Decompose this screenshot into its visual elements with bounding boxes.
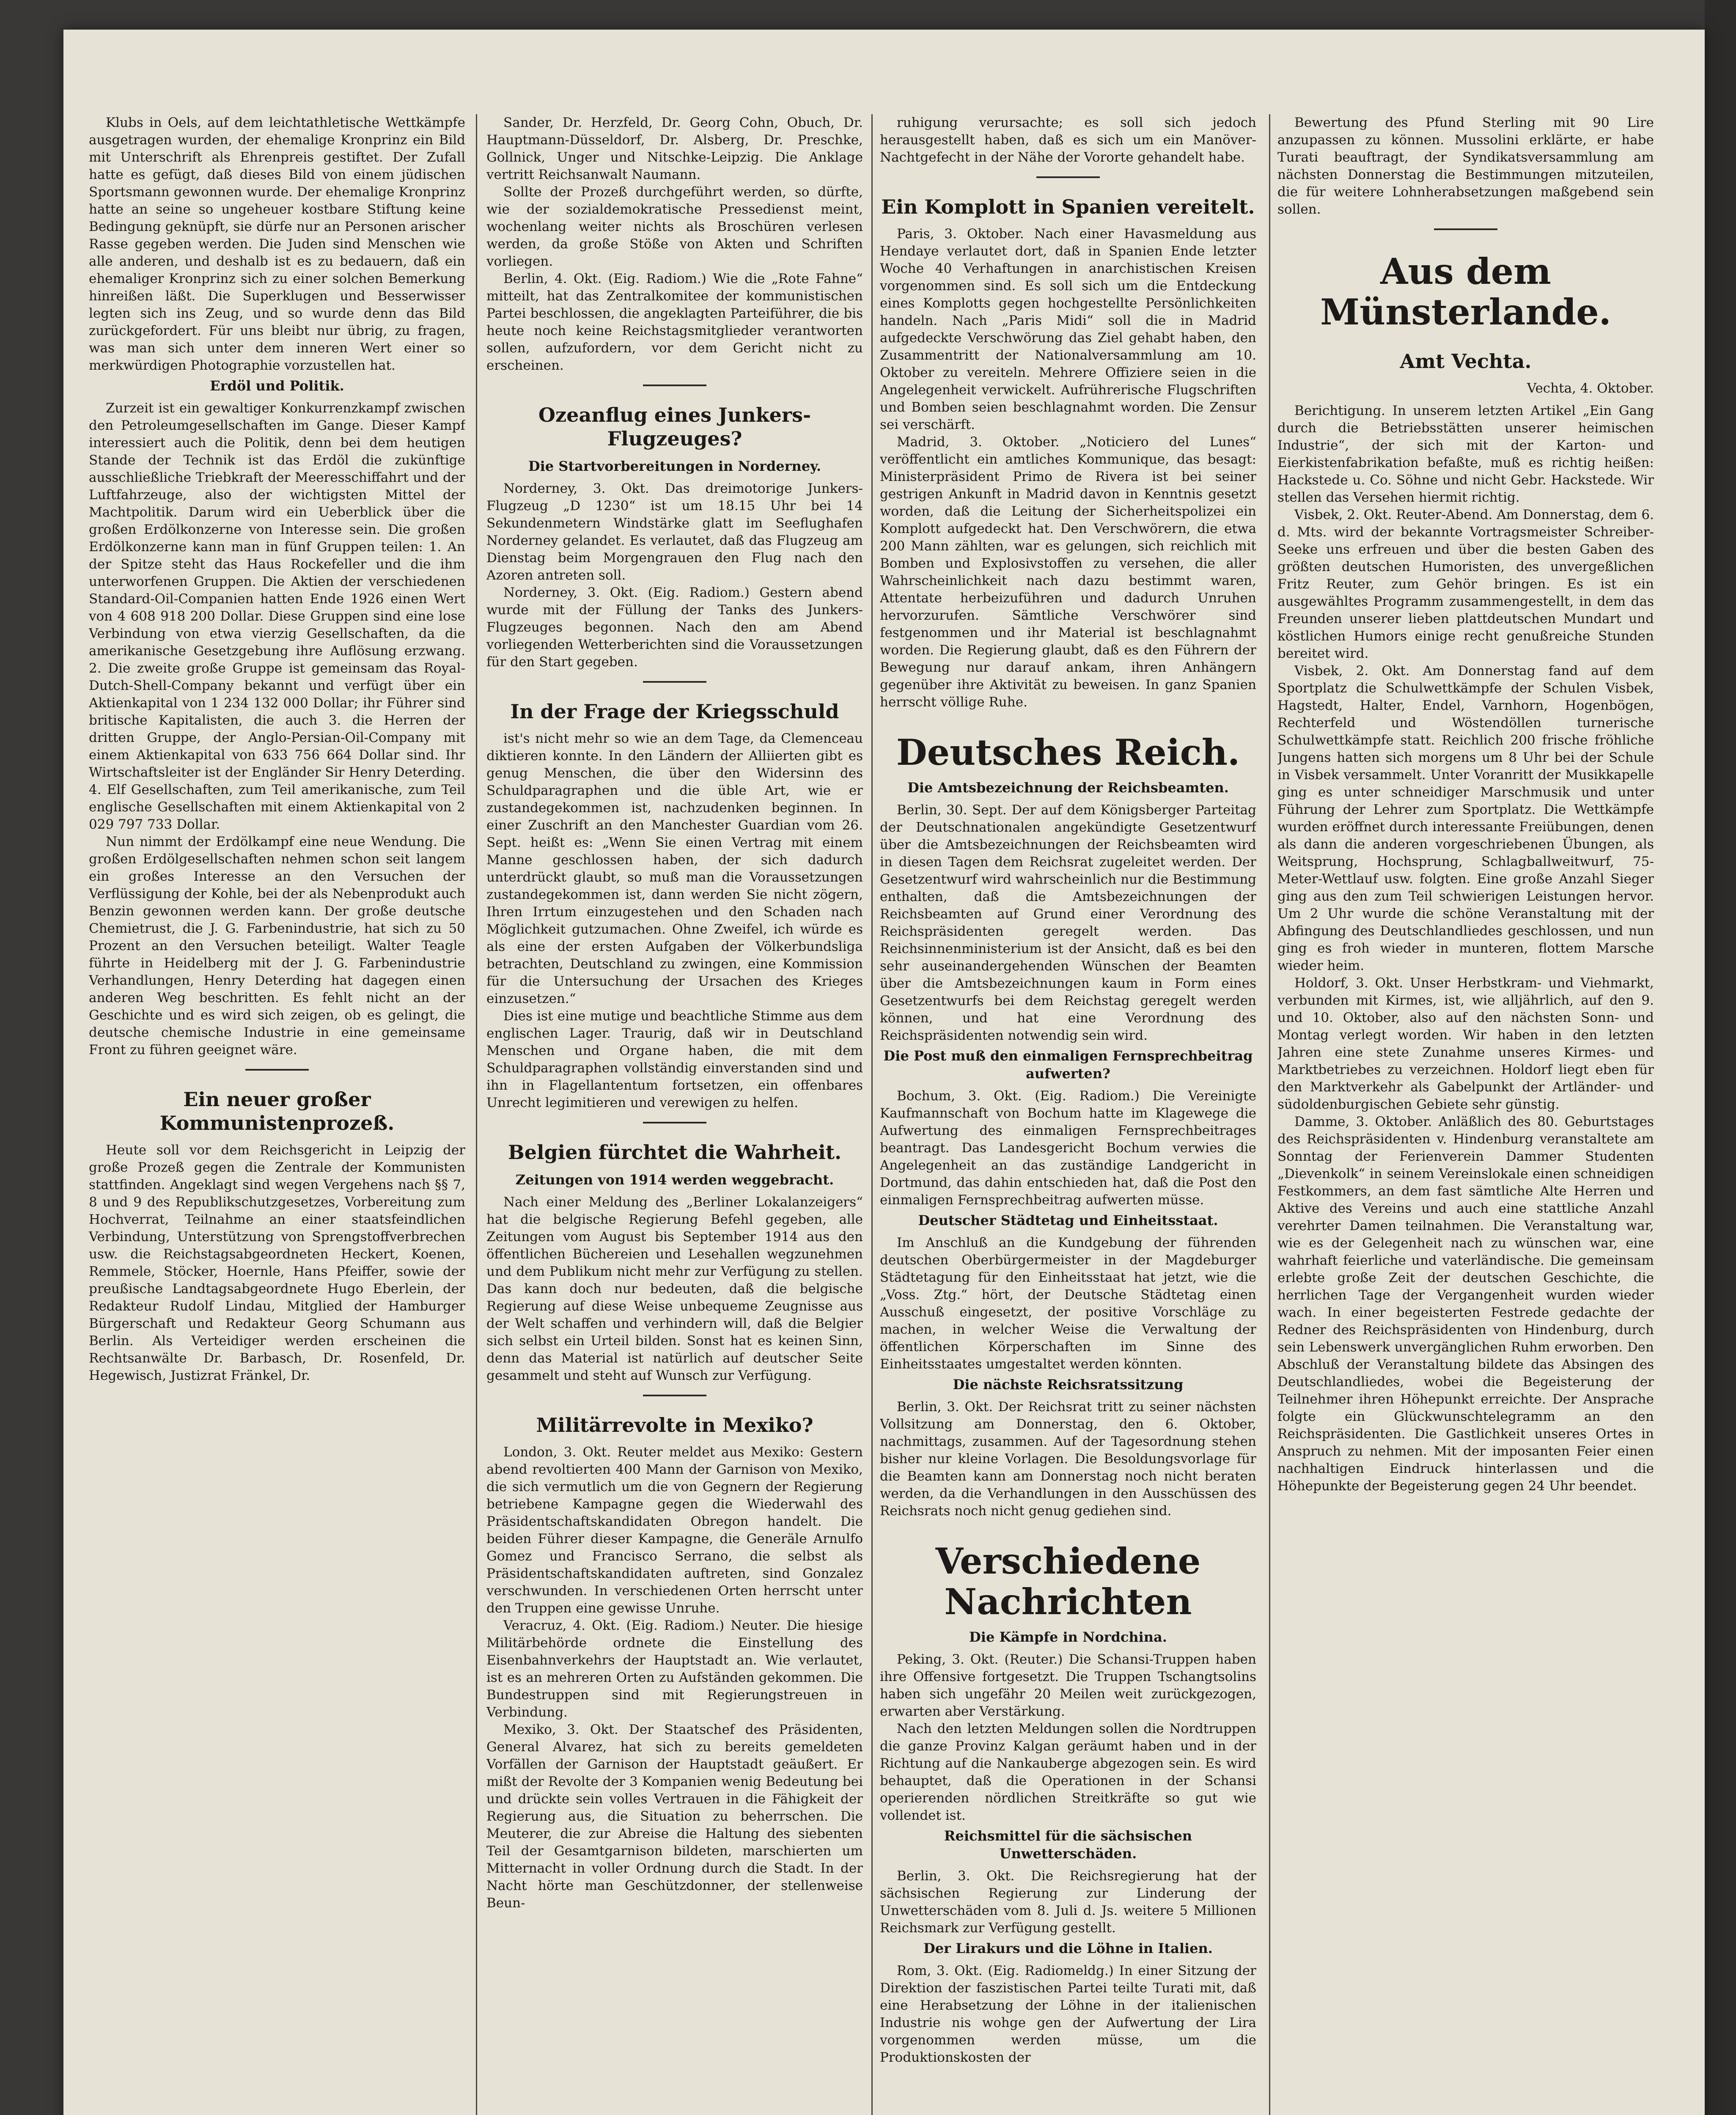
article-text: Norderney, 3. Okt. (Eig. Radiom.) Gestern abend wurde mit der Füllung der Tanks des Junkers-Flugzeuges begonnen. Nach den am Abend vorliegenden Wetterberichten sind die Voraussetzungen für den Start gegeben. [486, 585, 863, 670]
article-text: Nach den letzten Meldungen sollen die Nordtruppen die ganze Provinz Kalgan geräumt haben und in der Richtung auf die Nankauberge abgezogen sein. Es wird behauptet, daß die Operationen in der Schansi operierenden nördlichen Streitkräfte so gut wie vollendet ist. [880, 1721, 1256, 1823]
section-heading: Aus dem Münsterlande. [1320, 250, 1611, 333]
article-text: Visbek, 2. Okt. Am Donnerstag fand auf dem Sportplatz die Schulwettkämpfe der Schulen Visbek, Hagstedt, Halter, Endel, Varnhorn, Hogenbögen, Rechterfeld und Wöstendöllen turnerische Schulwettkämpfe statt. Reichlich 200 frische fröhliche Jungens hatten sich morgens um 8 Uhr bei der Schule in Visbek versammelt. Unter Voranritt der Musikkapelle ging es unter schneidiger Marschmusik und unter Führung der Lehrer zum Sportplatz. Die Wettkämpfe wurden eröffnet durch interessante Freiübungen, denen als dann die anderen vorgeschriebenen Übungen, als Weitsprung, Hochsprung, Schlagballweitwurf, 75-Meter-Wettlauf usw. folgten. Eine große Anzahl Sieger ging aus den zum Teil schwierigen Leistungen hervor. Um 2 Uhr wurde die schöne Veranstaltung mit der Abfingung des Deutschlandliedes geschlossen, und nun ging es froh wieder in munteren, flottem Marsche wieder heim. [1277, 663, 1654, 973]
article-text: Holdorf, 3. Okt. Unser Herbstkram- und Viehmarkt, verbunden mit Kirmes, ist, wie alljährlich, auf den 9. und 10. Oktober, also auf den nächsten Sonn- und Montag verlegt worden. Wir haben in den letzten Jahren eine stete Zunahme unseres Kirmes- und Marktbetriebes zu verzeichnen. Holdorf liegt eben für den Marktverkehr als Gabelpunkt der Artländer- und südoldenburgischen Gebiete sehr günstig. [1277, 975, 1654, 1112]
separator [1036, 176, 1100, 178]
article-subheading: Reichsmittel für die sächsischen Unwetterschäden. [944, 1828, 1192, 1862]
separator [643, 385, 706, 386]
article-text: Im Anschluß an die Kundgebung der führenden deutschen Oberbürgermeister in der Magdeburger Städtetagung für den Einheitsstaat hat jetzt, wie die „Voss. Ztg.“ hört, der Deutsche Städtetag einen Ausschuß eingesetzt, der positive Vorschläge zu machen, in welcher Weise die Verwaltung der öffentlichen Körperschaften im Sinne des Einheitsstaates umgestaltet werden könnten. [880, 1235, 1256, 1372]
article-subheading: Die Startvorbereitungen in Norderney. [528, 458, 821, 474]
article-subheading: Deutscher Städtetag und Einheitsstaat. [918, 1212, 1218, 1228]
article-subheading: Der Lirakurs und die Löhne in Italien. [923, 1940, 1213, 1956]
article-text: Veracruz, 4. Okt. (Eig. Radiom.) Neuter. Die hiesige Militärbehörde ordnete die Einstellung des Eisenbahnverkehrs der Hauptstadt an. Wie verlautet, ist es an mehreren Orten zu Aufständen gekommen. Die Bundestruppen sind mit Regierungstreuen in Verbindung. [486, 1618, 863, 1720]
article-text: Berlin, 30. Sept. Der auf dem Königsberger Parteitag der Deutschnationalen angekündigte Gesetzentwurf über die Amtsbezeichnungen der Reichsbeamten wird in diesen Tagen dem Reichsrat zugeleitet werden. Der Gesetzentwurf wird wahrscheinlich nur die Bestimmung enthalten, daß die Amtsbezeichnungen der Reichsbeamten auf Grund einer Verordnung des Reichspräsidenten geregelt werden. Das Reichsinnenministerium ist der Ansicht, daß es bei den sehr auseinandergehenden Wünschen der Beamten über die Amtsbezeichnungen kaum in Form eines Gesetzentwurfs bei dem Reichstag geregelt werden können, und hat eine Verordnung des Reichspräsidenten notwendig sein wird. [880, 802, 1256, 1043]
separator [643, 1395, 706, 1396]
article-text: Bochum, 3. Okt. (Eig. Radiom.) Die Vereinigte Kaufmannschaft von Bochum hatte im Klagewege die Aufwertung des einmaligen Fernsprechbeitrages beantragt. Das Landesgericht Bochum verwies die Angelegenheit an das zuständige Landgericht in Dortmund, das dahin entschieden hat, daß die Post den einmaligen Fernsprechbeitrag aufwerten müsse. [880, 1088, 1256, 1208]
column-3 [880, 114, 1256, 2115]
article-text: Klubs in Oels, auf dem leichtathletische Wettkämpfe ausgetragen wurden, der ehemalige Kronprinz ein Bild mit Unterschrift als Ehrenpreis gestiftet. Der Zufall hatte es gefügt, daß dieses Bild von einem jüdischen Sportsmann gewonnen wurde. Der ehemalige Kronprinz hatte an seine so ungeheuer kostbare Stiftung keine Bedingung geknüpft, sie dürfe nur an Personen arischer Rasse gegeben werden. Die Juden sind Menschen wie alle anderen, und deshalb ist es zu bedauern, daß ein ehemaliger Kronprinz sich zu einer solchen Bemerkung hinreißen läßt. Die Superklugen und Besserwisser legten sich ins Zeug, und so wurde denn das Bild zurückgefordert. Für uns bleibt nur übrig, zu fragen, was man sich unter dem inneren Wert einer so merkwürdigen Photographie vorzustellen hat. [89, 115, 465, 373]
article-text: ruhigung verursachte; es soll sich jedoch herausgestellt haben, daß es sich um ein Manöver-Nachtgefecht in der Nähe der Vororte gehandelt habe. [880, 115, 1256, 165]
separator [1434, 228, 1497, 230]
article-subheading: Die Kämpfe in Nordchina. [969, 1629, 1167, 1645]
article-text: Berichtigung. In unserem letzten Artikel „Ein Gang durch die Betriebsstätten unserer heimischen Industrie“, der sich mit der Karton- und Eierkistenfabrikation befaßte, muß es richtig heißen: Hackstede u. Co. Söhne und nicht Gebr. Hackstede. Wir stellen das Versehen hiermit richtig. [1277, 403, 1654, 505]
article-heading: Ein neuer großer Kommunistenprozeß. [159, 1088, 395, 1134]
article-text: Zurzeit ist ein gewaltiger Konkurrenzkampf zwischen den Petroleumgesellschaften im Gange. Dieser Kampf interessiert auch die Politik, denn bei dem heutigen Stande der Technik ist das Erdöl die zukünftige ausschließliche Triebkraft der Meeresschiffahrt und der Luftfahrzeuge, also der wichtigsten Mittel der Machtpolitik. Darum wird ein Ueberblick über die großen Erdölkonzerne von Interesse sein. Die großen Erdölkonzerne kann man in fünf Gruppen teilen: 1. An der Spitze steht das Haus Rockefeller und die ihm unterworfenen Gruppen. Die Aktien der verschiedenen Standard-Oil-Companien hatten Ende 1926 einen Wert von 4 608 918 200 Dollar. Diese Gruppen sind eine lose Verbindung von etwa vierzig Gesellschaften, da die amerikanische Gesetzgebung ihre Auflösung erzwang. 2. Die zweite große Gruppe ist gemeinsam das Royal-Dutch-Shell-Company bekannt und verfügt über ein Aktienkapital von 1 234 132 000 Dollar; ihr Führer sind britische Kapitalisten, die auch 3. die Herren der dritten Gruppe, der Anglo-Persian-Oil-Company mit einem Aktienkapital von 633 756 664 Dollar sind. Ihr Wirtschaftsleiter ist der Engländer Sir Henry Deterding. 4. Elf Gesellschaften, zum Teil amerikanische, zum Teil englische Gesellschaften mit einem Aktienkapital von 2 029 797 733 Dollar. [89, 401, 465, 832]
article-text: Damme, 3. Oktober. Anläßlich des 80. Geburtstages des Reichspräsidenten v. Hindenburg veranstaltete am Sonntag der Ferienverein Dammer Studenten „Dievenkolk“ in seinem Vereinslokale einen schneidigen Festkommers, an dem fast sämtliche Alte Herren und Aktive des Vereins und auch eine stattliche Anzahl verehrter Damen teilnahmen. Die Veranstaltung war, wie es der Gelegenheit nach zu wünschen war, eine wahrhaft feierliche und vaterländische. Die gemeinsam erlebte große Zeit der deutschen Geschichte, die herrlichen Tage der Vergangenheit wurden wieder wach. In einer begeisterten Festrede gedachte der Redner des Reichspräsidenten von Hindenburg, durch sein Lebenswerk unvergänglichen Ruhm erworben. Den Abschluß der Veranstaltung bildete das Absingen des Deutschlandliedes, wobei die Begeisterung der Teilnehmer ihren Höhepunkt erreichte. Der Ansprache folgte ein Glückwunschtelegramm an den Reichspräsidenten. Die Gastlichkeit unseres Ortes in Anspruch zu nehmen. Mit der imposanten Feier einen nachhaltigen Eindruck hinterlassen und die Höhepunkte der Begeisterung gegen 24 Uhr beendet. [1277, 1114, 1654, 1494]
article-text: Heute soll vor dem Reichsgericht in Leipzig der große Prozeß gegen die Zentrale der Kommunisten stattfinden. Angeklagt sind wegen Vergehens nach §§ 7, 8 und 9 des Republikschutzgesetzes, Vorbereitung zum Hochverrat, Teilnahme an einer staatsfeindlichen Verbindung, Unterstützung von Sprengstoffverbrechen usw. die Reichstagsabgeordneten Heckert, Koenen, Remmele, Stöcker, Hoernle, Hans Pfeiffer, sowie der preußische Landtagsabgeordnete Hugo Eberlein, der Redakteur Rudolf Lindau, Mitglied der Hamburger Bürgerschaft und Redakteur Georg Schumann aus Berlin. Als Verteidiger werden erscheinen die Rechtsanwälte Dr. Barbasch, Dr. Rosenfeld, Dr. Hegewisch, Justizrat Fränkel, Dr. [89, 1143, 465, 1383]
article-heading: Ein Komplott in Spanien vereitelt. [881, 195, 1255, 218]
article-subheading: Die nächste Reichsratssitzung [953, 1376, 1184, 1393]
separator [643, 681, 706, 683]
section-heading: Deutsches Reich. [896, 731, 1240, 773]
column-1 [89, 114, 465, 2115]
column-rule [871, 114, 873, 2115]
scan-edge [1705, 0, 1736, 2115]
article-heading: Militärrevolte in Mexiko? [536, 1414, 813, 1437]
section-subheading: Amt Vechta. [1400, 350, 1532, 373]
article-text: Nun nimmt der Erdölkampf eine neue Wendung. Die großen Erdölgesellschaften nehmen schon seit langem ein großes Interesse an den Versuchen der Verflüssigung der Kohle, bei der als Nebenprodukt auch Benzin gewonnen werden kann. Der große deutsche Chemietrust, die J. G. Farbenindustrie, hat sich zu 50 Prozent an den Versuchen beteiligt. Walter Teagle führte in Heidelberg mit der J. G. Farbenindustrie Verhandlungen, Henry Deterding hat dagegen einen anderen Weg beschritten. Es fehlt nicht an der Geschichte und es wird sich zeigen, ob es gelingt, die deutsche chemische Industrie in eine gemeinsame Front zu führen geeignet wäre. [89, 834, 465, 1058]
column-rule [476, 114, 477, 2115]
article-text: Paris, 3. Oktober. Nach einer Havasmeldung aus Hendaye verlautet dort, daß in Spanien Ende letzter Woche 40 Verhaftungen in anarchistischen Kreisen vorgenommen sind. Es soll sich um die Entdeckung eines Komplotts gegen hochgestellte Persönlichkeiten handeln. Nach „Paris Midi“ soll die in Madrid aufgedeckte Verschwörung das Ziel gehabt haben, den Zusammentritt der Nationalversammlung am 10. Oktober zu vereiteln. Mehrere Offiziere seien in die Angelegenheit verwickelt. Aufrührerische Flugschriften und Bomben seien beschlagnahmt worden. Die Zensur sei verschärft. [880, 226, 1256, 432]
article-text: Visbek, 2. Okt. Reuter-Abend. Am Donnerstag, dem 6. d. Mts. wird der bekannte Vortragsmeister Schreiber-Seeke uns erfreuen und über die besten Gaben des größten deutschen Humoristen, des unvergeßlichen Fritz Reuter, zum Gehör bringen. Es ist ein ausgewähltes Programm zusammengestellt, in dem das Freunden unserer lieben plattdeutschen Mundart und köstlichen Humors einige recht genußreiche Stunden bereitet wird. [1277, 507, 1654, 661]
column-rule [1269, 114, 1270, 2115]
article-text: London, 3. Okt. Reuter meldet aus Mexiko: Gestern abend revoltierten 400 Mann der Garnison von Mexiko, die sich vermutlich um die von Gegnern der Regierung betriebene Kampagne gegen die Wiederwahl des Präsidentschaftskandidaten Obregon handelt. Die beiden Führer dieser Kampagne, die Generäle Arnulfo Gomez und Francisco Serrano, die selbst als Präsidentschaftskandidaten auftreten, sind Gonzalez verschwunden. In verschiedenen Orten herrscht unter den Truppen eine gewisse Unruhe. [486, 1445, 863, 1616]
article-text: Madrid, 3. Oktober. „Noticiero del Lunes“ veröffentlicht ein amtliches Kommunique, das besagt: Ministerpräsident Primo de Rivera ist bei seiner gestrigen Ankunft in Madrid davon in Kenntnis gesetzt worden, daß die Leitung der Sicherheitspolizei ein Komplott aufgedeckt hat. Den Verschwörern, die etwa 200 Mann zählten, war es gelungen, sich reichlich mit Bomben und Explosivstoffen zu versehen, die aller Wahrscheinlichkeit nach dazu bestimmt waren, Attentate herbeizuführen und dadurch Unruhen hervorzurufen. Sämtliche Verschwörer sind festgenommen und ihr Material ist beschlagnahmt worden. Die Regierung glaubt, daß es den Führern der Bewegung nur darauf ankam, ihren Anhängern gegenüber ihre Aktivität zu beweisen. In ganz Spanien herrscht völlige Ruhe. [880, 434, 1256, 710]
newspaper-page [63, 30, 1705, 2115]
article-heading: Belgien fürchtet die Wahrheit. [508, 1141, 842, 1164]
article-subheading: Die Post muß den einmaligen Fernsprechbeitrag aufwerten? [883, 1048, 1253, 1082]
article-text: Nach einer Meldung des „Berliner Lokalanzeigers“ hat die belgische Regierung Befehl gegeben, alle Zeitungen vom August bis September 1914 aus den öffentlichen Büchereien und Lesehallen wegzunehmen und dem Publikum nicht mehr zur Verfügung zu stellen. Das kann doch nur bedeuten, daß die belgische Regierung auf diese Weise unbequeme Zeugnisse aus der Welt schaffen und verhindern will, daß die Belgier sich selbst ein Urteil bilden. Sonst hat es keinen Sinn, denn das Material ist natürlich auf deutscher Seite gesammelt und steht auf Wunsch zur Verfügung. [486, 1195, 863, 1383]
dateline: Vechta, 4. Oktober. [1527, 381, 1654, 396]
article-text: Mexiko, 3. Okt. Der Staatschef des Präsidenten, General Alvarez, hat sich zu bereits gemeldeten Vorfällen der Garnison der Hauptstadt geäußert. Er mißt der Revolte der 3 Kompanien wenig Bedeutung bei und drückte sein volles Vertrauen in die Fähigkeit der Regierung aus, die Situation zu beherrschen. Die Meuterer, die zur Abreise die Haltung des siebenten Teil der Gesamtgarnison bildeten, marschierten um Mitternacht in voller Ordnung durch die Stadt. In der Nacht hörte man Geschützdonner, der stellenweise Beun- [486, 1722, 863, 1911]
article-heading: In der Frage der Kriegsschuld [510, 700, 839, 723]
article-text: Sollte der Prozeß durchgeführt werden, so dürfte, wie der sozialdemokratische Pressedienst meint, wochenlang weiter nichts als Broschüren verlesen werden, da große Stöße von Akten und Schriften vorliegen. [486, 184, 863, 269]
article-text: Peking, 3. Okt. (Reuter.) Die Schansi-Truppen haben ihre Offensive fortgesetzt. Die Truppen Tschangtsolins haben sich ungefähr 20 Meilen weit zurückgezogen, erwarten aber Verstärkung. [880, 1652, 1256, 1719]
article-text: Norderney, 3. Okt. Das dreimotorige Junkers-Flugzeug „D 1230“ ist um 18.15 Uhr bei 14 Sekundenmetern Windstärke glatt im Seeflughafen Norderney gelandet. Es verlautet, daß das Flugzeug am Dienstag beim Morgengrauen den Flug nach den Azoren antreten soll. [486, 481, 863, 583]
article-heading: Ozeanflug eines Junkers-Flugzeuges? [538, 404, 811, 450]
article-text: Berlin, 3. Okt. Der Reichsrat tritt zu seiner nächsten Vollsitzung am Donnerstag, den 6. Oktober, nachmittags, zusammen. Auf der Tagesordnung stehen bisher nur kleine Vorlagen. Die Besoldungsvorlage für die Beamten kann am Donnerstag noch nicht beraten werden, da die Verhandlungen in den Ausschüssen des Reichsrats noch nicht genug gediehen sind. [880, 1399, 1256, 1519]
article-text: Rom, 3. Okt. (Eig. Radiomeldg.) In einer Sitzung der Direktion der faszistischen Partei teilte Turati mit, daß eine Herabsetzung der Löhne in der italienischen Industrie nis wohge gen der Aufwertung der Lira vorgenommen werden müsse, um die Produktionskosten der [880, 1963, 1256, 2065]
article-text: ist's nicht mehr so wie an dem Tage, da Clemenceau diktieren konnte. In den Ländern der Alliierten gibt es genug Menschen, die über den Widersinn des Schuldparagraphen und die üble Art, wie er zustandegekommen ist, nachzudenken beginnen. In einer Zuschrift an den Manchester Guardian vom 26. Sept. heißt es: „Wenn Sie einen Vertrag mit einem Manne geschlossen haben, der sich dadurch unterdrückt glaubt, so muß man die Voraussetzungen zustandegekommen ist, dann werden Sie nicht zögern, Ihren Irrtum einzugestehen und den Schaden nach Möglichkeit gutzumachen. Ohne Zweifel, ich würde es als eine der ersten Aufgaben der Völkerbundsliga betrachten, Deutschland zu zwingen, eine Kommission für die Untersuchung der Ursachen des Krieges einzusetzen.“ [486, 731, 863, 1006]
article-text: Berlin, 3. Okt. Die Reichsregierung hat der sächsischen Regierung zur Linderung der Unwetterschäden vom 8. Juli d. Js. weitere 5 Millionen Reichsmark zur Verfügung gestellt. [880, 1868, 1256, 1936]
separator [245, 1069, 309, 1071]
separator [643, 1122, 706, 1123]
article-subheading: Zeitungen von 1914 werden weggebracht. [515, 1172, 834, 1188]
section-heading: Verschiedene Nachrichten [935, 1540, 1201, 1623]
article-text: Sander, Dr. Herzfeld, Dr. Georg Cohn, Obuch, Dr. Hauptmann-Düsseldorf, Dr. Alsberg, Dr. Preschke, Gollnick, Unger und Nitschke-Leipzig. Die Anklage vertritt Reichsanwalt Naumann. [486, 115, 863, 182]
article-text: Berlin, 4. Okt. (Eig. Radiom.) Wie die „Rote Fahne“ mitteilt, hat das Zentralkomitee der kommunistischen Partei beschlossen, die angeklagten Parteiführer, die bis heute noch keine Reichstagsmitglieder verantworten sollen, aufzufordern, vor dem Gericht nicht zu erscheinen. [486, 271, 863, 373]
column-4 [1277, 114, 1654, 2115]
column-2 [486, 114, 863, 2115]
article-heading: Erdöl und Politik. [210, 378, 344, 394]
article-text: Bewertung des Pfund Sterling mit 90 Lire anzupassen zu können. Mussolini erklärte, er habe Turati beauftragt, der Syndikatsversammlung am nächsten Donnerstag die Bestimmungen mitzuteilen, die für weitere Lohnherabsetzungen maßgebend sein sollen. [1277, 115, 1654, 217]
article-subheading: Die Amtsbezeichnung der Reichsbeamten. [907, 780, 1229, 796]
article-text: Dies ist eine mutige und beachtliche Stimme aus dem englischen Lager. Traurig, daß wir in Deutschland Menschen und Organe haben, die mit dem Schuldparagraphen vollständig einverstanden sind und ihn in Flagellantentum fortsetzen, ein offenbares Unrecht legimitieren und verewigen zu helfen. [486, 1008, 863, 1110]
